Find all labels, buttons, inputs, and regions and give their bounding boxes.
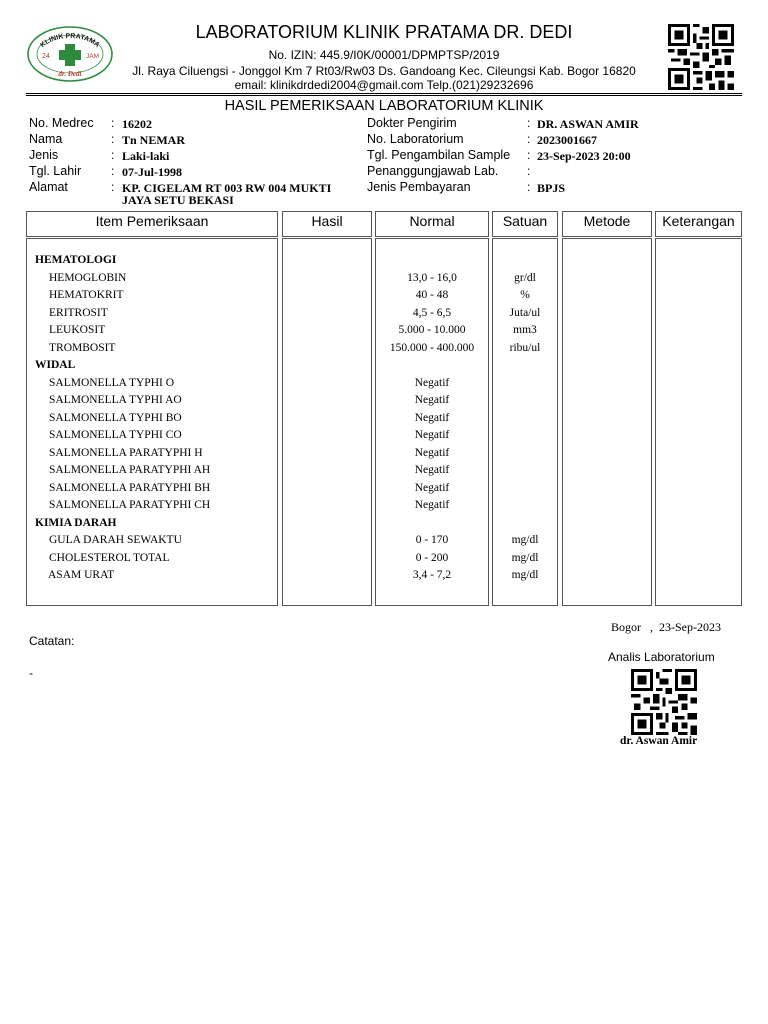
test-name: LEUKOSIT xyxy=(49,324,106,336)
header-divider-2 xyxy=(26,95,742,96)
info-label: Dokter Pengirim xyxy=(367,116,457,130)
test-name: SALMONELLA TYPHI BO xyxy=(49,411,182,424)
section-header: WIDAL xyxy=(35,359,76,371)
info-label: No. Medrec xyxy=(29,116,94,130)
test-name: SALMONELLA PARATYPHI H xyxy=(49,446,203,459)
normal-range: 0 - 200 xyxy=(415,551,449,564)
normal-range: 150.000 - 400.000 xyxy=(389,341,475,354)
info-label: Alamat xyxy=(29,180,68,194)
info-label: Jenis Pembayaran xyxy=(367,180,471,194)
info-label: Nama xyxy=(29,132,63,146)
normal-range: Negatif xyxy=(414,481,450,494)
info-label: Tgl. Pengambilan Sample xyxy=(367,148,511,162)
col-header-hasil: Hasil xyxy=(282,211,372,237)
unit: gr/dl xyxy=(514,271,536,284)
normal-range: Negatif xyxy=(414,464,450,476)
clinic-address: Jl. Raya Ciluengsi - Jonggol Km 7 Rt03/Rw03 Ds. Gandoang Kec. Cileungsi Kab. Bogor 16820 xyxy=(132,64,636,78)
test-name: HEMATOKRIT xyxy=(49,289,124,301)
unit: mg/dl xyxy=(511,534,539,546)
test-name: TROMBOSIT xyxy=(49,341,116,354)
info-value: 07-Jul-1998 xyxy=(122,165,182,179)
info-value: 2023001667 xyxy=(537,133,597,147)
col-header-satuan: Satuan xyxy=(492,211,558,237)
info-label: Tgl. Lahir xyxy=(29,164,82,178)
info-value: KP. CIGELAM RT 003 RW 004 MUKTI xyxy=(122,181,332,195)
info-colon: : xyxy=(111,148,115,162)
logo-left-text: 24 xyxy=(42,53,50,60)
test-name: ASAM URAT xyxy=(48,569,115,581)
clinic-logo xyxy=(26,25,114,83)
unit: mg/dl xyxy=(511,569,539,581)
normal-range: 0 - 170 xyxy=(415,534,449,546)
normal-range: 4,5 - 6,5 xyxy=(412,306,452,319)
normal-range: 3,4 - 7,2 xyxy=(412,569,452,581)
unit: mm3 xyxy=(513,324,537,336)
analyst-name: dr. Aswan Amir xyxy=(620,735,698,747)
info-colon: : xyxy=(111,116,115,130)
col-body-keterangan xyxy=(655,238,742,606)
info-value: BPJS xyxy=(537,181,566,195)
info-colon: : xyxy=(527,148,531,162)
place-date: Bogor , 23-Sep-2023 xyxy=(611,620,721,634)
normal-range: 5.000 - 10.000 xyxy=(398,324,466,336)
normal-range: Negatif xyxy=(414,411,450,424)
test-name: SALMONELLA PARATYPHI AH xyxy=(49,464,211,476)
normal-range: Negatif xyxy=(414,446,450,459)
license-number: No. IZIN: 445.9/I0K/00001/DPMPTSP/2019 xyxy=(268,48,500,62)
col-header-normal: Normal xyxy=(375,211,489,237)
info-label: No. Laboratorium xyxy=(367,132,464,146)
info-value: 23-Sep-2023 20:00 xyxy=(537,149,631,163)
normal-range: Negatif xyxy=(414,376,450,389)
analyst-role: Analis Laboratorium xyxy=(608,650,715,664)
logo-top-text: KLINIK PRATAMA xyxy=(39,32,101,50)
info-colon: : xyxy=(111,132,115,146)
unit: Juta/ul xyxy=(509,306,541,319)
signature-qr-code-icon xyxy=(629,669,699,735)
normal-range: Negatif xyxy=(414,394,450,406)
info-label: Jenis xyxy=(29,148,59,162)
test-name: SALMONELLA TYPHI O xyxy=(49,376,175,389)
col-header-item: Item Pemeriksaan xyxy=(26,211,278,237)
header-divider xyxy=(26,93,742,94)
info-value: Laki-laki xyxy=(122,149,170,163)
report-title: HASIL PEMERIKSAAN LABORATORIUM KLINIK xyxy=(224,98,544,114)
qr-code-icon xyxy=(666,24,736,90)
test-name: GULA DARAH SEWAKTU xyxy=(49,534,182,546)
section-header: HEMATOLOGI xyxy=(35,254,117,266)
unit: % xyxy=(520,289,530,301)
info-value: 16202 xyxy=(122,117,152,131)
notes-value: - xyxy=(29,666,33,680)
info-colon: : xyxy=(527,180,531,194)
col-header-keterangan: Keterangan xyxy=(655,211,742,237)
col-body-hasil xyxy=(282,238,372,606)
info-colon: : xyxy=(527,116,531,130)
logo-bottom-text: dr. Dedi xyxy=(58,70,82,78)
unit: ribu/ul xyxy=(509,341,541,354)
info-label: Penanggungjawab Lab. xyxy=(367,164,499,178)
test-name: HEMOGLOBIN xyxy=(49,271,127,284)
col-body-metode xyxy=(562,238,652,606)
info-value: DR. ASWAN AMIR xyxy=(537,117,639,131)
normal-range: Negatif xyxy=(414,499,450,511)
test-name: CHOLESTEROL TOTAL xyxy=(49,551,170,564)
test-name: SALMONELLA PARATYPHI BH xyxy=(49,481,211,494)
normal-range: 40 - 48 xyxy=(415,289,449,301)
section-header: KIMIA DARAH xyxy=(35,516,117,529)
logo-right-text: JAM xyxy=(86,53,99,60)
info-value: Tn NEMAR xyxy=(122,133,186,147)
test-name: ERITROSIT xyxy=(49,306,108,319)
clinic-name: LABORATORIUM KLINIK PRATAMA DR. DEDI xyxy=(195,22,573,42)
unit: mg/dl xyxy=(511,551,539,564)
notes-label: Catatan: xyxy=(29,634,75,648)
test-name: SALMONELLA TYPHI AO xyxy=(49,394,182,406)
info-colon: : xyxy=(111,180,115,194)
test-name: SALMONELLA PARATYPHI CH xyxy=(49,499,211,511)
info-colon: : xyxy=(111,164,115,178)
normal-range: 13,0 - 16,0 xyxy=(407,271,457,284)
info-value-line2: JAYA SETU BEKASI xyxy=(122,193,234,207)
clinic-contact: email: klinikdrdedi2004@gmail.com Telp.(021)29232696 xyxy=(234,78,534,92)
normal-range: Negatif xyxy=(414,429,450,441)
info-colon: : xyxy=(527,164,531,178)
info-colon: : xyxy=(527,132,531,146)
col-header-metode: Metode xyxy=(562,211,652,237)
test-name: SALMONELLA TYPHI CO xyxy=(49,429,182,441)
